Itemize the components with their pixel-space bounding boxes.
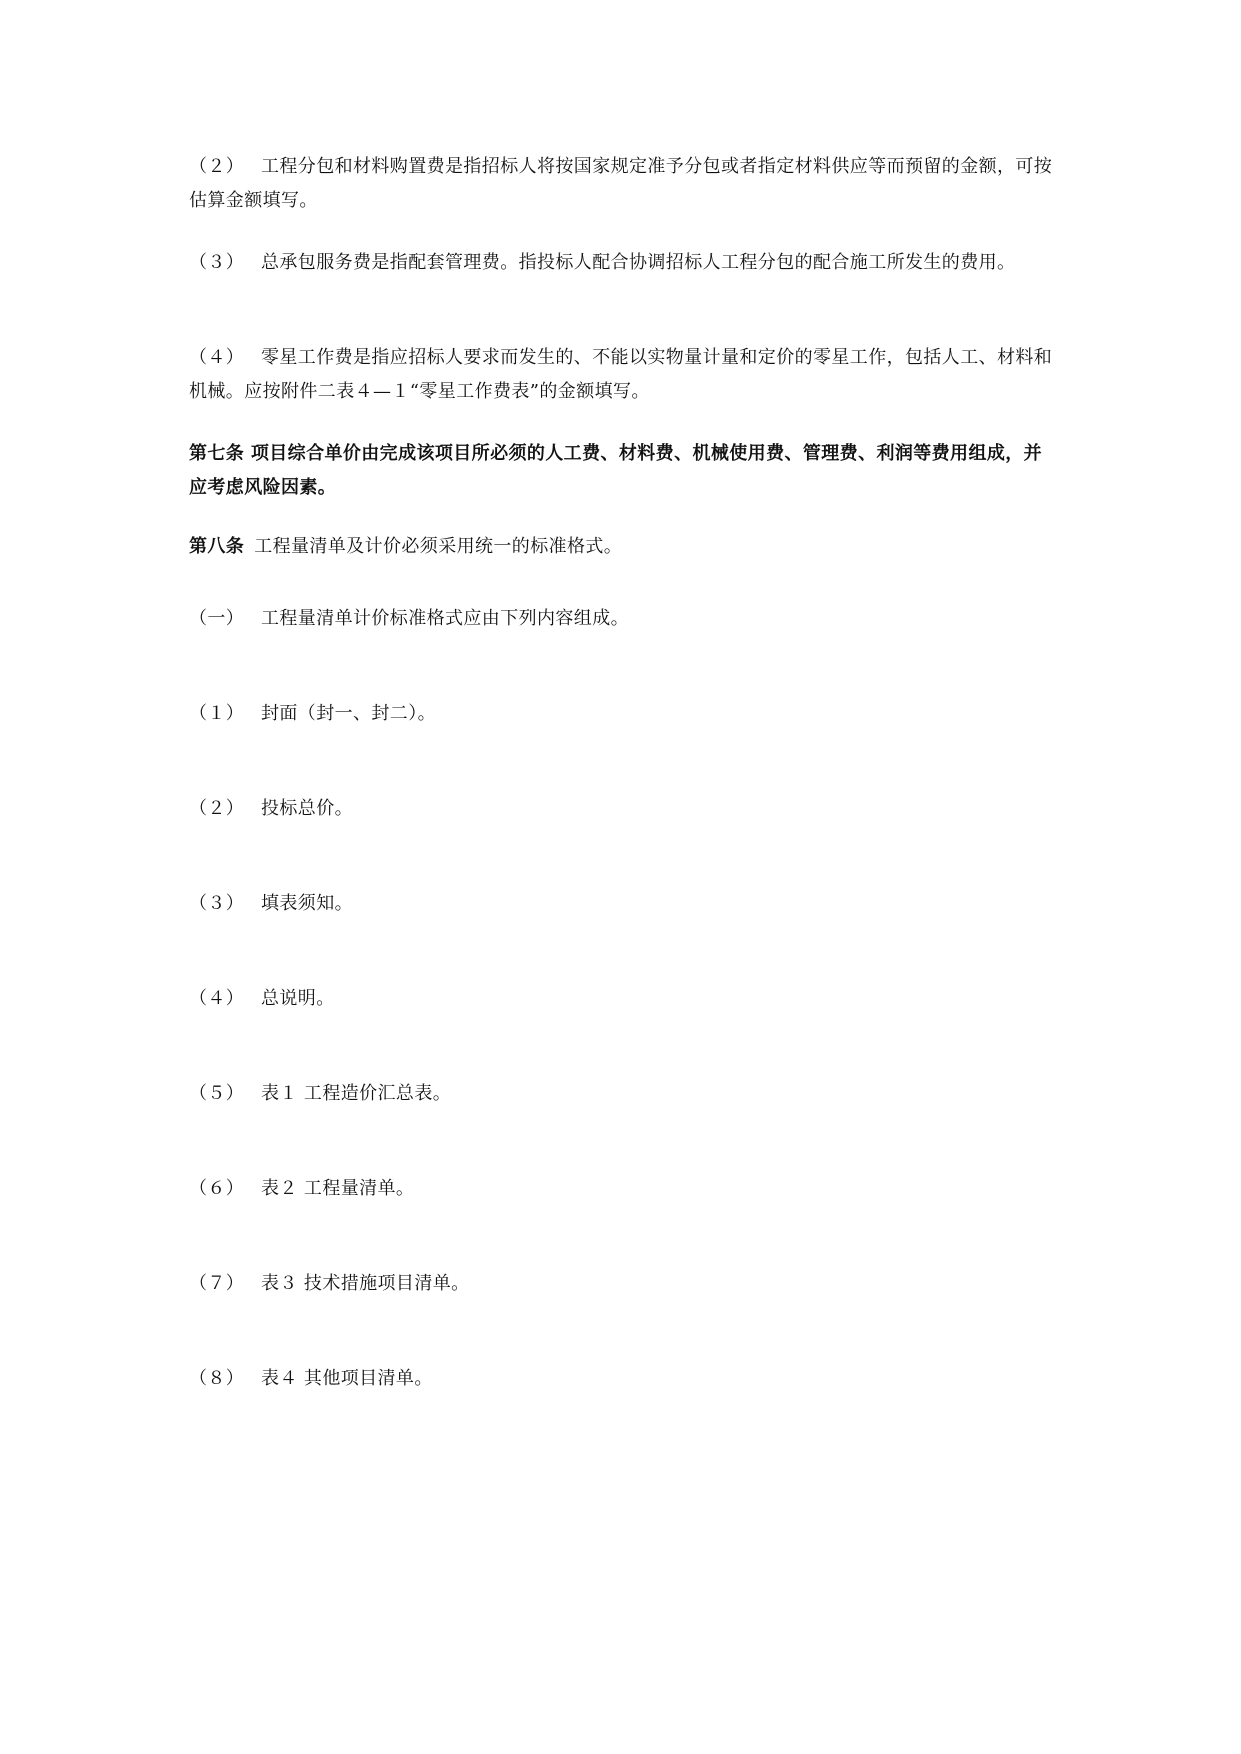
paragraph-text: 表２ 工程量清单。	[261, 1178, 415, 1199]
article-7-paragraph	[189, 437, 1059, 505]
article-heading: 第八条	[189, 536, 245, 557]
paragraph-text: 表３ 技术措施项目清单。	[261, 1273, 470, 1294]
paragraph-marker: （２）	[189, 798, 245, 819]
list-item	[189, 887, 1059, 921]
paragraph-marker: （５）	[189, 1083, 245, 1104]
paragraph-marker: （一）	[189, 608, 245, 629]
paragraph-marker: （７）	[189, 1273, 245, 1294]
paragraph-marker: （４）	[189, 347, 245, 368]
paragraph-text: 填表须知。	[261, 893, 353, 914]
paragraph-text: 表１ 工程造价汇总表。	[261, 1083, 452, 1104]
list-item	[189, 697, 1059, 731]
paragraph-text: 第七条 项目综合单价由完成该项目所必须的人工费、材料费、机械使用费、管理费、利润等费用组成，并应考虑风险因素。	[189, 443, 1043, 498]
list-item	[189, 1077, 1059, 1111]
paragraph-marker: （８）	[189, 1368, 245, 1389]
paragraph-text: 表４ 其他项目清单。	[261, 1368, 433, 1389]
list-item	[189, 792, 1059, 826]
list-item	[189, 1267, 1059, 1301]
paragraph-text: 工程量清单及计价必须采用统一的标准格式。	[254, 536, 623, 557]
paragraph-text: 零星工作费是指应招标人要求而发生的、不能以实物量计量和定价的零星工作，包括人工、材料和机械。应按附件二表４—１“零星工作费表”的金额填写。	[189, 347, 1053, 402]
paragraph-item-4-sporadic-work	[189, 341, 1059, 409]
paragraph-text: 总说明。	[261, 988, 335, 1009]
paragraph-section-1	[189, 602, 1059, 636]
paragraph-text: 封面（封一、封二）。	[261, 703, 436, 724]
paragraph-text: 总承包服务费是指配套管理费。指投标人配合协调招标人工程分包的配合施工所发生的费用。	[261, 252, 1016, 273]
paragraph-marker: （２）	[189, 156, 245, 177]
list-item	[189, 982, 1059, 1016]
list-item	[189, 1362, 1059, 1396]
paragraph-marker: （４）	[189, 988, 245, 1009]
paragraph-text: 工程量清单计价标准格式应由下列内容组成。	[261, 608, 629, 629]
paragraph-text: 工程分包和材料购置费是指招标人将按国家规定准予分包或者指定材料供应等而预留的金额，可按估算金额填写。	[189, 156, 1053, 211]
paragraph-marker: （６）	[189, 1178, 245, 1199]
paragraph-marker: （１）	[189, 703, 245, 724]
paragraph-text: 投标总价。	[261, 798, 353, 819]
paragraph-marker: （３）	[189, 893, 245, 914]
paragraph-item-3-service-fee	[189, 246, 1059, 280]
list-item	[189, 1172, 1059, 1206]
paragraph-marker: （３）	[189, 252, 245, 273]
article-8-paragraph	[189, 530, 1059, 564]
paragraph-item-2-subcontract	[189, 150, 1059, 218]
